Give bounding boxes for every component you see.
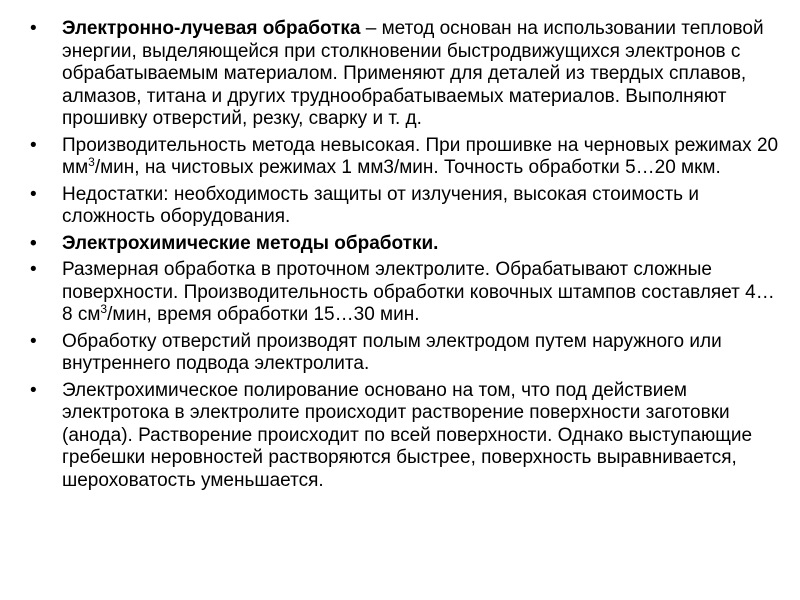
bullet-polishing (24, 380, 784, 493)
bullet-dot-icon: • (30, 183, 37, 205)
bullet-dot-icon: • (30, 379, 37, 401)
bullet-electron-beam (24, 18, 784, 131)
superscript: 3 (100, 302, 108, 316)
text-drawbacks: Недостатки: необходимость защиты от излучения, высокая стоимость и сложность оборудования. (62, 183, 699, 227)
bullet-dot-icon: • (30, 134, 37, 156)
bullet-dot-icon: • (30, 18, 37, 39)
bullet-dimensional (24, 259, 784, 327)
text-polishing: Электрохимическое полирование основано на том, что под действием электротока в электролите происходит растворение поверхности заготовки (анода). Растворение происходит по всей поверхности. Однако выступающие гребешки неровностей растворяются быстрее, поверхность выравнивается, шероховатость уменьшается. (62, 379, 753, 491)
text-dimensional-pre: Размерная обработка в проточном электролите. Обрабатывают сложные поверхности. Производительность обработки ковочных штампов составляет 4…8 см (62, 259, 775, 325)
bullet-heading-electrochemical (24, 233, 784, 256)
bullet-dot-icon: • (30, 259, 37, 280)
text-productivity-post: /мин, на чистовых режимах 1 мм3/мин. Точность обработки 5…20 мкм. (94, 157, 721, 178)
bullet-productivity (24, 135, 784, 180)
text-holes: Обработку отверстий производят полым электродом путем наружного или внутреннего подвода электролита. (62, 330, 722, 374)
bullet-list (24, 18, 784, 496)
superscript: 3 (88, 155, 95, 169)
text-electron-beam: – метод основан на использовании тепловой энергии, выделяющейся при столкновении быстродвижущихся электронов с обрабатываемым материалом. Применяют для деталей из твердых сплавов, алмазов, титана и других труднообрабатываемых материалов. Выполняют прошивку отверстий, резку, сварку и т. д. (62, 18, 764, 129)
bullet-dot-icon: • (30, 232, 37, 254)
text-dimensional-post: /мин, время обработки 15…30 мин. (107, 304, 420, 325)
term-electron-beam: Электронно-лучевая обработка (62, 18, 361, 39)
heading-electrochemical: Электрохимические методы обработки. (62, 232, 439, 254)
bullet-dot-icon: • (30, 330, 37, 352)
text-productivity-pre: Производительность метода невысокая. При прошивке на черновых режимах 20 мм (62, 134, 779, 178)
bullet-drawbacks (24, 184, 784, 229)
bullet-holes (24, 331, 784, 376)
